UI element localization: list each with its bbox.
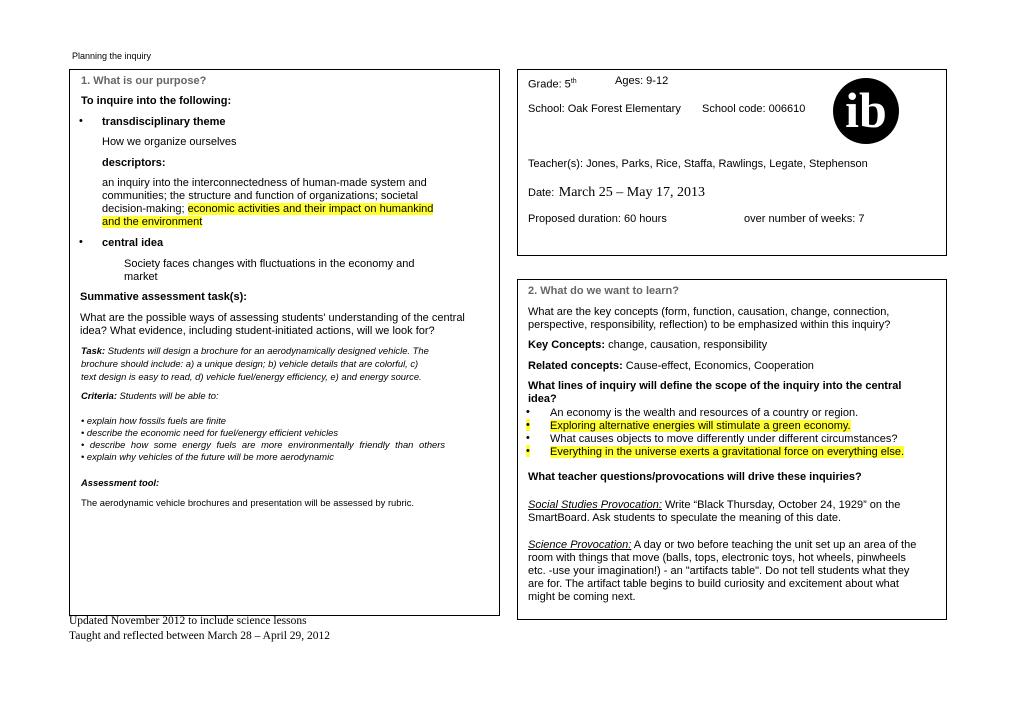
school-code: School code: 006610 [702, 103, 806, 115]
purpose-section [69, 69, 500, 616]
criteria-item: • describe the economic need for fuel/energy efficient vehicles [81, 427, 339, 438]
descriptors-text: decision-making; [102, 203, 188, 215]
summative-question: idea? What evidence, including student-initiated actions, will we look for? [80, 325, 435, 337]
theme-value: How we organize ourselves [102, 136, 237, 148]
date [528, 183, 705, 201]
unit-info-section [517, 69, 947, 256]
page-header: Planning the inquiry [72, 51, 152, 61]
learn-section [517, 279, 947, 620]
central-idea-text: market [124, 271, 158, 283]
task-line: brochure should include: a) a unique design; b) vehicle details that are colorful, c) [81, 358, 419, 369]
key-concepts-value: change, causation, responsibility [605, 339, 768, 351]
task-line [81, 345, 429, 358]
duration: Proposed duration: 60 hours [528, 213, 667, 225]
provocation-text: Write “Black Thursday, October 24, 1929” on the [661, 499, 901, 511]
provocation-text: room with things that move (balls, tops, electronic toys, hot wheels, pinwheels [528, 552, 906, 564]
provocation-text: A day or two before teaching the unit set up an area of the [631, 539, 917, 551]
summative-heading: Summative assessment task(s): [80, 291, 247, 303]
footer-note: Updated November 2012 to include science lessons [69, 615, 307, 627]
task-label: Task: [81, 345, 106, 356]
date-value: March 25 – May 17, 2013 [558, 185, 705, 200]
descriptors-line [102, 203, 433, 216]
related-concepts [528, 360, 814, 373]
line-of-inquiry [550, 446, 904, 459]
date-label: Date: [528, 187, 555, 199]
grade [528, 75, 577, 92]
teachers: Teacher(s): Jones, Parks, Rice, Staffa, Rawlings, Legate, Stephenson [528, 158, 868, 170]
concepts-question: perspective, responsibility, reflection) to be emphasized within this inquiry? [528, 319, 891, 331]
line-of-inquiry: What causes objects to move differently under different circumstances? [550, 433, 898, 445]
concepts-question: What are the key concepts (form, function, causation, change, connection, [528, 306, 890, 318]
school: School: Oak Forest Elementary [528, 103, 681, 115]
provocation-label: Science Provocation: [528, 539, 632, 551]
descriptors-line [102, 216, 202, 229]
criteria-item: • describe how some energy fuels are more environmentally friendly than others [81, 439, 446, 450]
ib-logo [833, 78, 899, 144]
highlighted-text: Exploring alternative energies will stimulate a green economy. [550, 420, 851, 432]
learn-heading: 2. What do we want to learn? [528, 285, 679, 297]
provocation-label: Social Studies Provocation: [528, 499, 662, 511]
key-concepts [528, 339, 767, 352]
purpose-heading: 1. What is our purpose? [81, 75, 207, 87]
intro-text: To inquire into the following: [81, 95, 232, 107]
line-of-inquiry: An economy is the wealth and resources of a country or region. [550, 407, 859, 419]
lines-heading: idea? [528, 393, 557, 405]
provocation-text: might be coming next. [528, 591, 636, 603]
assessment-tool-text: The aerodynamic vehicle brochures and presentation will be assessed by rubric. [81, 497, 414, 508]
bullet-icon: • [79, 115, 83, 127]
grade-suffix: th [570, 78, 577, 85]
highlighted-text: and the environment [102, 216, 203, 228]
weeks: over number of weeks: 7 [744, 213, 865, 225]
science-provocation [528, 539, 916, 552]
provocation-text: are for. The artifact table begins to build curiosity and excitement about what [528, 578, 899, 590]
descriptors-label: descriptors: [102, 157, 166, 169]
criteria-line [81, 390, 219, 403]
footer-note: Taught and reflected between March 28 – April 29, 2012 [69, 630, 331, 642]
bullet-icon: • [526, 432, 530, 444]
descriptors-line: communities; the structure and function of organizations; societal [102, 190, 419, 202]
central-idea-text: Society faces changes with fluctuations in the economy and [124, 258, 415, 270]
bullet-icon: • [79, 236, 83, 248]
theme-label: transdisciplinary theme [102, 116, 226, 128]
ib-logo-text: ib [845, 82, 887, 138]
provocation-text: etc. -use your imagination!) - an "artifacts table". Do not tell students what they [528, 565, 910, 577]
related-concepts-label: Related concepts: [528, 360, 623, 372]
assessment-tool-label: Assessment tool: [81, 477, 160, 488]
line-of-inquiry [550, 420, 851, 433]
social-studies-provocation [528, 499, 900, 512]
central-idea-label: central idea [102, 237, 164, 249]
descriptors-line: an inquiry into the interconnectedness of human-made system and [102, 177, 427, 189]
task-text: Students will design a brochure for an aerodynamically designed vehicle. The [105, 345, 429, 356]
criteria-text: Students will be able to: [116, 390, 219, 401]
lines-heading: What lines of inquiry will define the scope of the inquiry into the central [528, 380, 902, 392]
grade-label: Grade: 5 [528, 78, 571, 91]
summative-question: What are the possible ways of assessing students' understanding of the central [80, 312, 465, 324]
criteria-label: Criteria: [81, 390, 117, 401]
related-concepts-value: Cause-effect, Economics, Cooperation [622, 360, 814, 372]
bullet-icon: • [526, 445, 530, 457]
criteria-item: • explain why vehicles of the future will be more aerodynamic [81, 451, 334, 462]
highlighted-text: economic activities and their impact on humankind [187, 203, 434, 215]
bullet-icon: • [526, 419, 530, 431]
teacher-questions-heading: What teacher questions/provocations will drive these inquiries? [528, 471, 862, 483]
key-concepts-label: Key Concepts: [528, 339, 606, 351]
task-line: text design is easy to read, d) vehicle fuel/energy efficiency, e) and energy source. [81, 371, 422, 382]
criteria-item: • explain how fossils fuels are finite [81, 415, 227, 426]
bullet-icon: • [526, 406, 530, 418]
highlighted-text: Everything in the universe exerts a gravitational force on everything else. [550, 446, 905, 458]
ages: Ages: 9-12 [615, 75, 669, 87]
provocation-text: SmartBoard. Ask students to speculate the meaning of this date. [528, 512, 842, 524]
